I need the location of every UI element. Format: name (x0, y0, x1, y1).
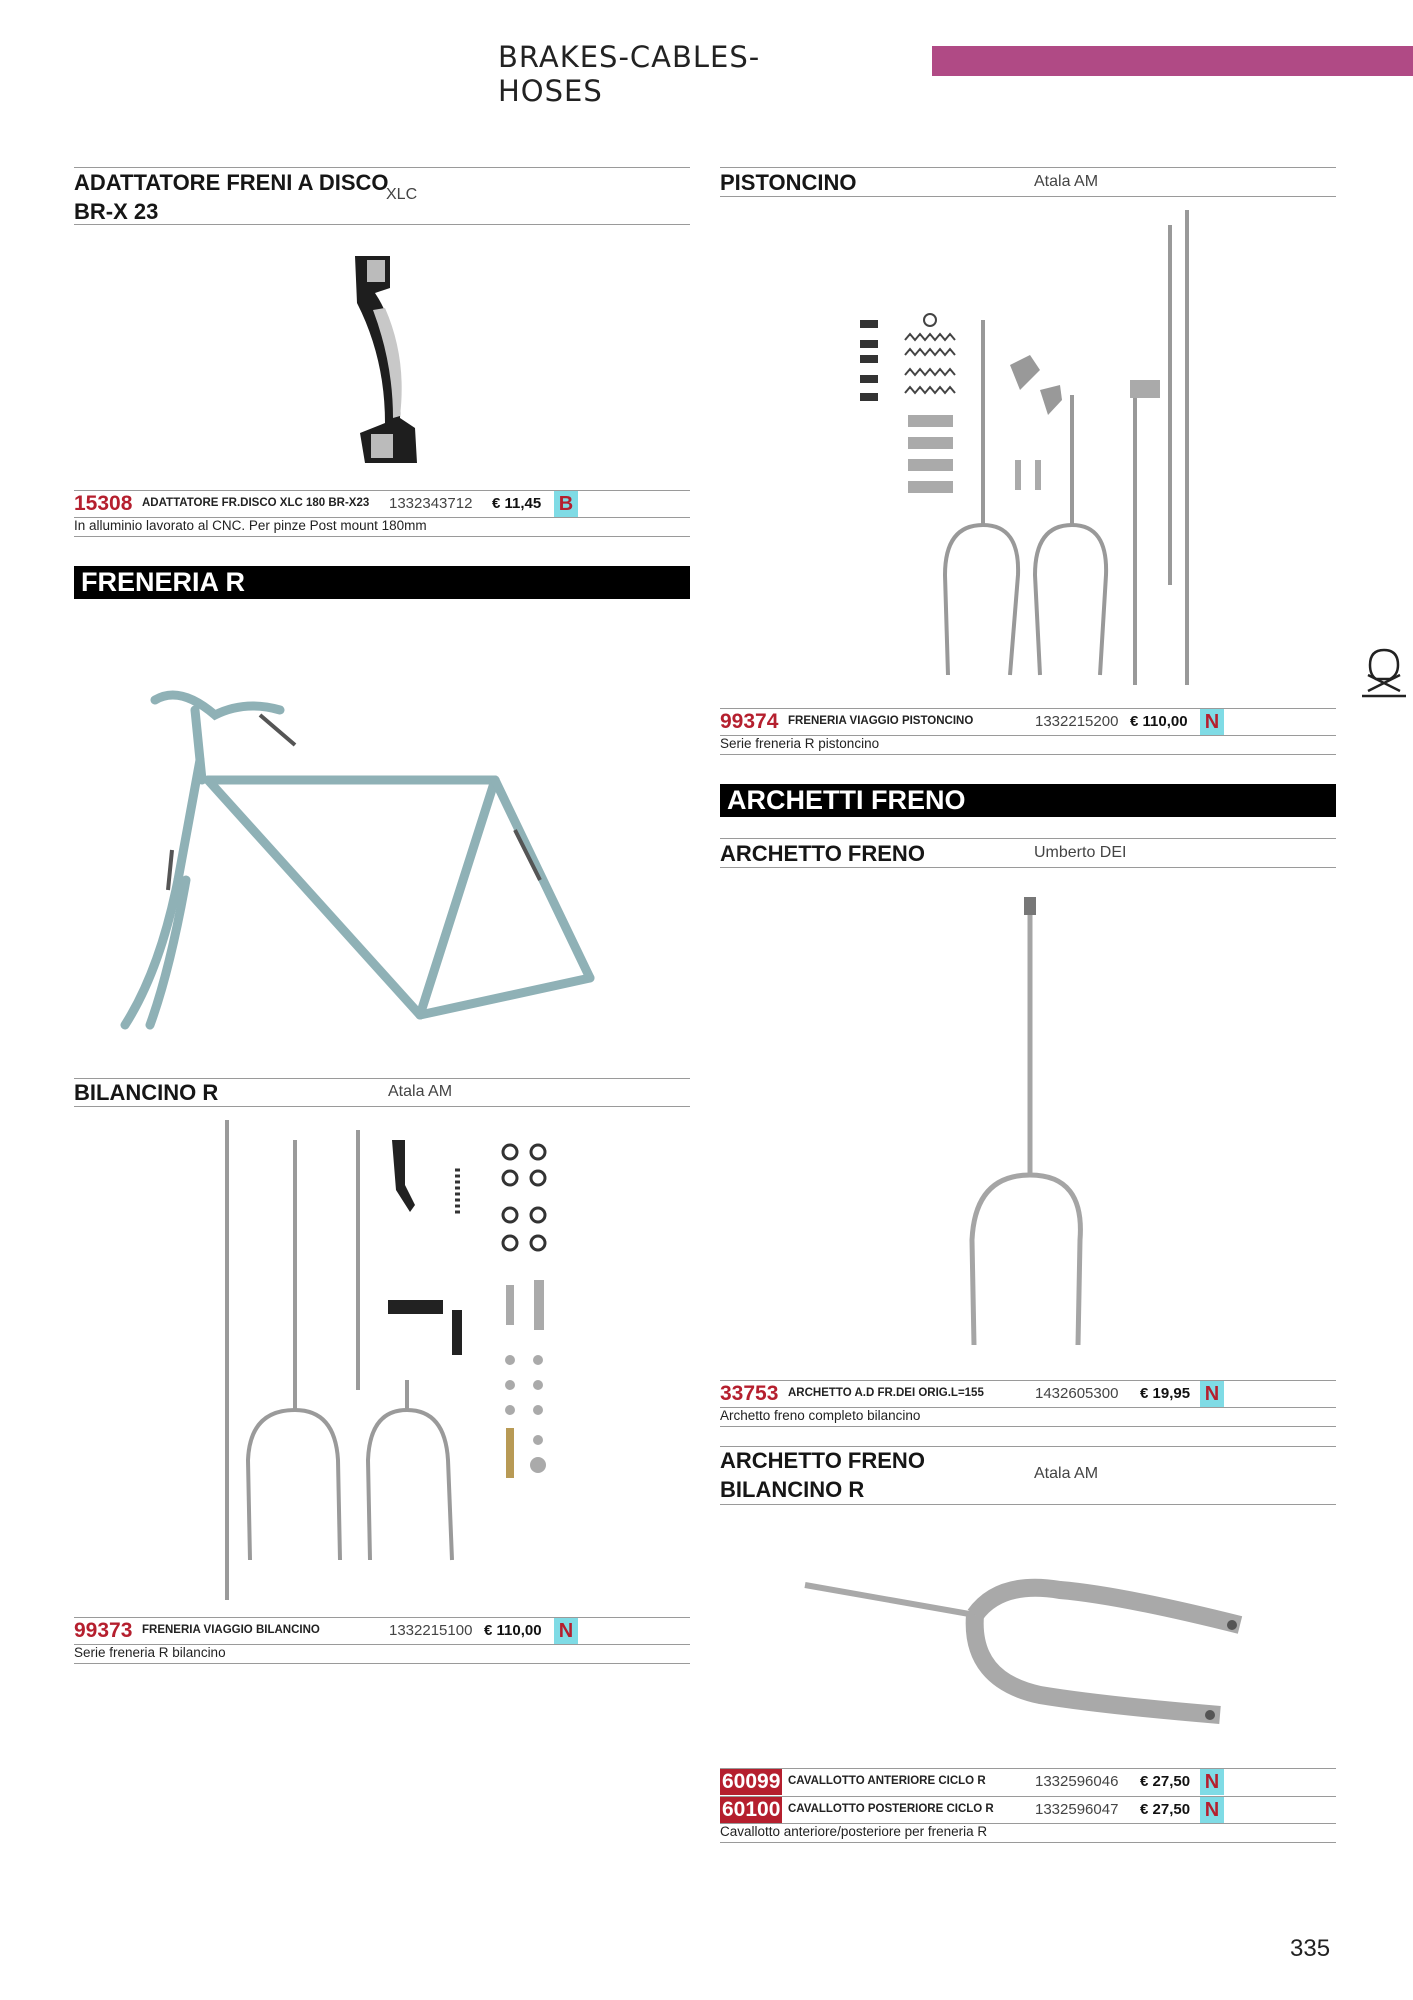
bilancino-parts-image (220, 1110, 570, 1610)
product-row-60100 (720, 1797, 1336, 1823)
divider (720, 196, 1336, 197)
availability-badge: N (1200, 1769, 1224, 1795)
product-price: € 11,45 (492, 495, 542, 512)
product-price: € 110,00 (484, 1622, 542, 1639)
header-accent-bar (932, 46, 1413, 76)
brand-label: Atala AM (1034, 1465, 1099, 1482)
divider (720, 1504, 1336, 1505)
brand-label: Atala AM (1034, 173, 1099, 190)
product-note: Cavallotto anteriore/posteriore per freneria R (720, 1824, 988, 1839)
product-description: ARCHETTO A.D FR.DEI ORIG.L=155 (788, 1387, 984, 1399)
product-code: 15308 (74, 492, 133, 515)
product-note: Serie freneria R bilancino (74, 1645, 226, 1660)
bicycle-frame-image (120, 680, 645, 1040)
section-bar-archetti: ARCHETTI FRENO (720, 784, 1336, 817)
product-note: In alluminio lavorato al CNC. Per pinze Post mount 180mm (74, 518, 427, 533)
product-ean: 1332596047 (1035, 1801, 1119, 1818)
divider (720, 867, 1336, 868)
product-description: FRENERIA VIAGGIO BILANCINO (142, 1624, 320, 1636)
divider (720, 1842, 1336, 1843)
divider (720, 754, 1336, 755)
product-title-pistoncino: PISTONCINO (720, 170, 857, 195)
page-header-title: BRAKES-CABLES-HOSES (498, 40, 761, 108)
product-title-archetto: ARCHETTO FRENO (720, 841, 925, 866)
product-price: € 27,50 (1140, 1801, 1191, 1818)
product-ean: 1332215100 (389, 1622, 473, 1639)
product-row-99373 (74, 1618, 690, 1644)
archetto-freno-image (960, 895, 1100, 1355)
product-price: € 19,95 (1140, 1385, 1191, 1402)
archetto-bilancino-image (800, 1570, 1260, 1740)
section-bar-freneria: FRENERIA R (74, 566, 690, 599)
product-description: CAVALLOTTO POSTERIORE CICLO R (788, 1803, 994, 1815)
product-code: 60099 (722, 1770, 781, 1793)
availability-badge: N (554, 1618, 578, 1644)
divider (74, 1106, 690, 1107)
product-description: CAVALLOTTO ANTERIORE CICLO R (788, 1775, 986, 1787)
product-row-99374 (720, 709, 1336, 735)
availability-badge: B (554, 491, 578, 517)
product-price: € 110,00 (1130, 713, 1188, 730)
brand-label: Atala AM (388, 1083, 453, 1100)
product-row-33753 (720, 1381, 1336, 1407)
product-description: ADATTATORE FR.DISCO XLC 180 BR-X23 (142, 497, 370, 509)
product-title-bilancino: BILANCINO R (74, 1080, 219, 1105)
product-title-archetto-bilancino: ARCHETTO FRENO BILANCINO R (720, 1448, 925, 1502)
divider (74, 1663, 690, 1664)
product-ean: 1332343712 (389, 495, 473, 512)
availability-badge: N (1200, 1797, 1224, 1823)
product-note: Serie freneria R pistoncino (720, 736, 880, 751)
product-row-15308 (74, 491, 690, 517)
divider (74, 224, 690, 225)
product-title-adattatore: ADATTATORE FRENI A DISCO BR-X 23 (74, 170, 389, 224)
product-code: 33753 (720, 1382, 779, 1405)
availability-badge: N (1200, 709, 1224, 735)
product-code: 60100 (722, 1798, 781, 1821)
product-note: Archetto freno completo bilancino (720, 1408, 921, 1423)
disc-brake-adapter-image (345, 248, 445, 478)
product-ean: 1332215200 (1035, 713, 1119, 730)
product-code: 99374 (720, 710, 779, 733)
brand-label: Umberto DEI (1034, 844, 1127, 861)
brake-category-icon (1362, 645, 1406, 697)
brand-label: XLC (386, 186, 418, 203)
product-ean: 1332596046 (1035, 1773, 1119, 1790)
product-code: 99373 (74, 1619, 133, 1642)
divider (720, 1426, 1336, 1427)
page-number: 335 (1290, 1935, 1331, 1962)
product-description: FRENERIA VIAGGIO PISTONCINO (788, 715, 974, 727)
product-row-60099 (720, 1769, 1336, 1795)
product-ean: 1432605300 (1035, 1385, 1119, 1402)
product-price: € 27,50 (1140, 1773, 1191, 1790)
pistoncino-parts-image (850, 205, 1210, 690)
divider (74, 536, 690, 537)
availability-badge: N (1200, 1381, 1224, 1407)
